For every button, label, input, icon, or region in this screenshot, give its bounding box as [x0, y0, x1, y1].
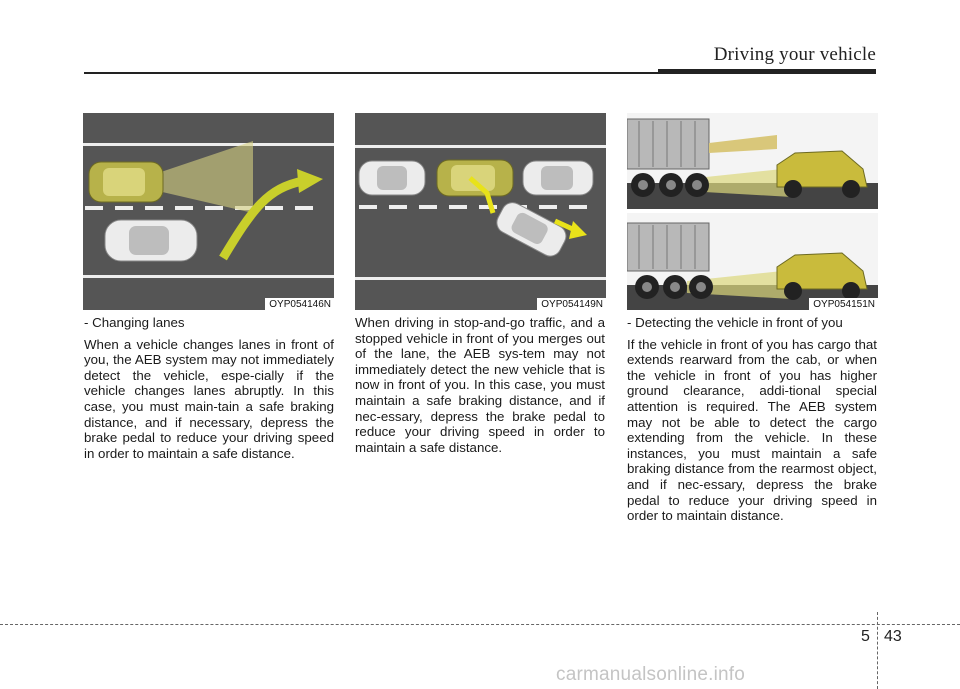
column-stop-and-go: [355, 315, 605, 465]
other-vehicle: [105, 220, 197, 261]
figure-caption: OYP054149N: [537, 298, 606, 310]
paragraph: If the vehicle in front of you has cargo that extends rearward from the cab, or when the vehicle in front of you has higher ground clearance, addi-tional special attention is required. The AEB system may not be able to detect the cargo extending from the vehicle. In these instances, you must maintain a safe braking distance from the rearmost object, and if nec-essary, depress the brake pedal to reduce your driving speed in order to maintain distance.: [627, 336, 877, 524]
section-heading: - Detecting the vehicle in front of you: [627, 315, 843, 330]
footer-divider: [877, 612, 878, 689]
own-vehicle: [89, 162, 163, 202]
page-header-title: Driving your vehicle: [713, 44, 876, 65]
figure-truck-cargo: [627, 113, 878, 310]
figure-caption: OYP054146N: [265, 298, 334, 310]
own-vehicle: [437, 160, 513, 196]
paragraph: When a vehicle changes lanes in front of you, the AEB system may not immediately detect the vehicle, espe-cially if the vehicle changes lanes abruptly. In this case, you must main-tain a safe braking distance, and if necessary, depress the brake pedal to reduce your driving speed in order to maintain a safe distance.: [84, 336, 334, 461]
watermark: carmanualsonline.info: [556, 664, 746, 685]
front-vehicle: [523, 161, 593, 195]
figure-changing-lanes: [83, 113, 334, 310]
figure-caption: OYP054151N: [809, 298, 878, 310]
figure-stop-and-go: [355, 113, 606, 310]
paragraph: When driving in stop-and-go traffic, and a stopped vehicle in front of you merges out of the lane, the AEB sys-tem may not immediately detect the new vehicle that is now in front of you. In this case, you must maintain a safe braking distance, and if nec-essary, depress the brake pedal to reduce your driving speed in order to maintain a safe distance.: [355, 315, 605, 455]
header-rule: [84, 72, 660, 74]
rear-vehicle: [359, 161, 425, 195]
illustration-truck-cargo: [627, 113, 878, 310]
illustration-lane-change: [83, 113, 334, 310]
section-heading: - Changing lanes: [84, 315, 185, 330]
column-detecting-vehicle: [627, 315, 877, 534]
illustration-merge: [355, 113, 606, 310]
header-rule-accent: [658, 69, 876, 74]
footer-rule: [0, 624, 960, 625]
chapter-number: 5: [861, 628, 870, 645]
page-number: 43: [884, 628, 902, 645]
column-changing-lanes: [84, 315, 334, 471]
